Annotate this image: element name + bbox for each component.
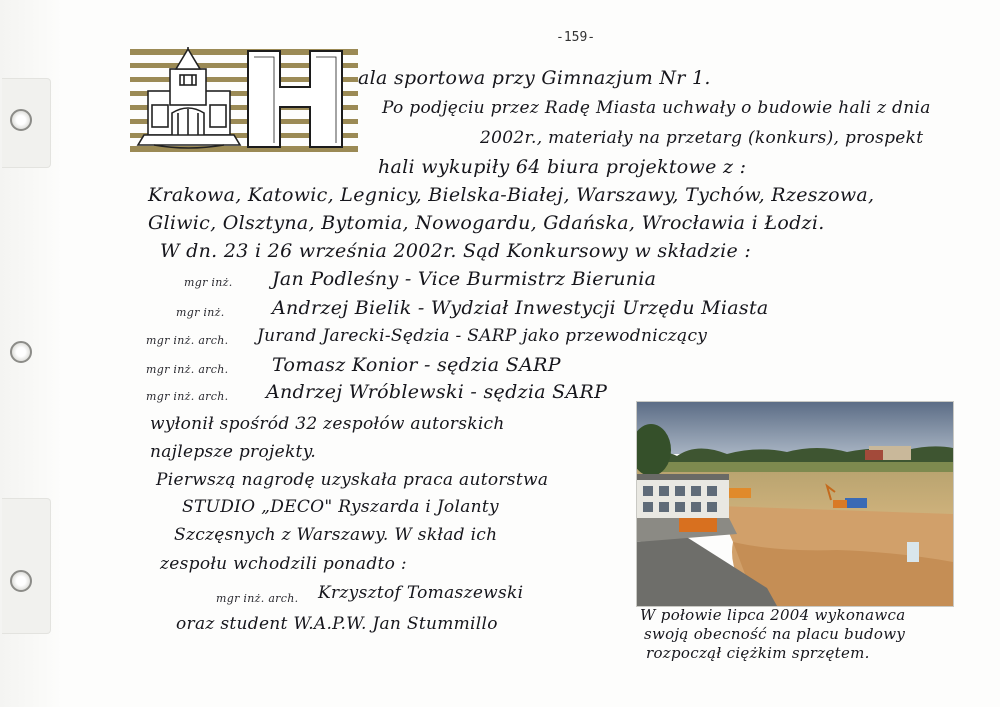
- team-member: Krzysztof Tomaszewski: [318, 583, 524, 603]
- result-line: najlepsze projekty.: [150, 442, 317, 462]
- result-line: Pierwszą nagrodę uzyskała praca autorstwa: [156, 470, 549, 490]
- photo-caption-line: rozpoczął ciężkim sprzętem.: [646, 644, 870, 662]
- intro-line: Gliwic, Olsztyna, Bytomia, Nowogardu, Gdańska, Wrocławia i Łodzi.: [148, 212, 825, 234]
- jury-member: Jan Podleśny - Vice Burmistrz Bierunia: [272, 268, 657, 290]
- jury-member: Tomasz Konior - sędzia SARP: [272, 354, 561, 376]
- result-line: STUDIO „DECO" Ryszarda i Jolanty: [182, 497, 499, 517]
- heading-text: ala sportowa przy Gimnazjum Nr 1.: [358, 67, 711, 89]
- jury-title: mgr inż.: [176, 306, 225, 319]
- jury-title: mgr inż. arch.: [146, 390, 229, 403]
- construction-site-photo: [636, 401, 954, 607]
- result-line: zespołu wchodzili ponadto :: [160, 554, 407, 574]
- jury-title: mgr inż. arch.: [146, 363, 229, 376]
- jury-member: Andrzej Wróblewski - sędzia SARP: [266, 381, 608, 403]
- intro-line: 2002r., materiały na przetarg (konkurs), prospekt: [480, 128, 924, 148]
- intro-line: Krakowa, Katowic, Legnicy, Bielska-Białej, Warszawy, Tychów, Rzeszowa,: [148, 184, 875, 206]
- intro-line: hali wykupiły 64 biura projektowe z :: [378, 156, 747, 178]
- team-title: mgr inż. arch.: [216, 592, 299, 605]
- jury-title: mgr inż. arch.: [146, 334, 229, 347]
- punch-hole-icon: [10, 341, 32, 363]
- punch-hole-icon: [10, 109, 32, 131]
- intro-line: Po podjęciu przez Radę Miasta uchwały o budowie hali z dnia: [382, 98, 931, 118]
- jury-title: mgr inż.: [184, 276, 233, 289]
- coat-of-arms-icon: [138, 47, 240, 148]
- punch-hole-icon: [10, 570, 32, 592]
- binder-strip: [0, 0, 62, 707]
- intro-line: W dn. 23 i 26 września 2002r. Sąd Konkursowy w składzie :: [160, 240, 752, 262]
- binder-tab: [2, 498, 51, 634]
- photo-caption-line: swoją obecność na placu budowy: [644, 625, 906, 643]
- decorated-initial: [130, 47, 358, 153]
- result-line: wyłonił spośród 32 zespołów autorskich: [150, 414, 505, 434]
- photo-caption-line: W połowie lipca 2004 wykonawca: [640, 606, 906, 624]
- result-line: Szczęsnych z Warszawy. W skład ich: [174, 525, 498, 545]
- jury-member: Andrzej Bielik - Wydział Inwestycji Urzędu Miasta: [272, 297, 769, 319]
- team-member: oraz student W.A.P.W. Jan Stummillo: [176, 614, 498, 634]
- page-number: -159-: [556, 30, 596, 45]
- jury-member: Jurand Jarecki-Sędzia - SARP jako przewodniczący: [257, 326, 708, 346]
